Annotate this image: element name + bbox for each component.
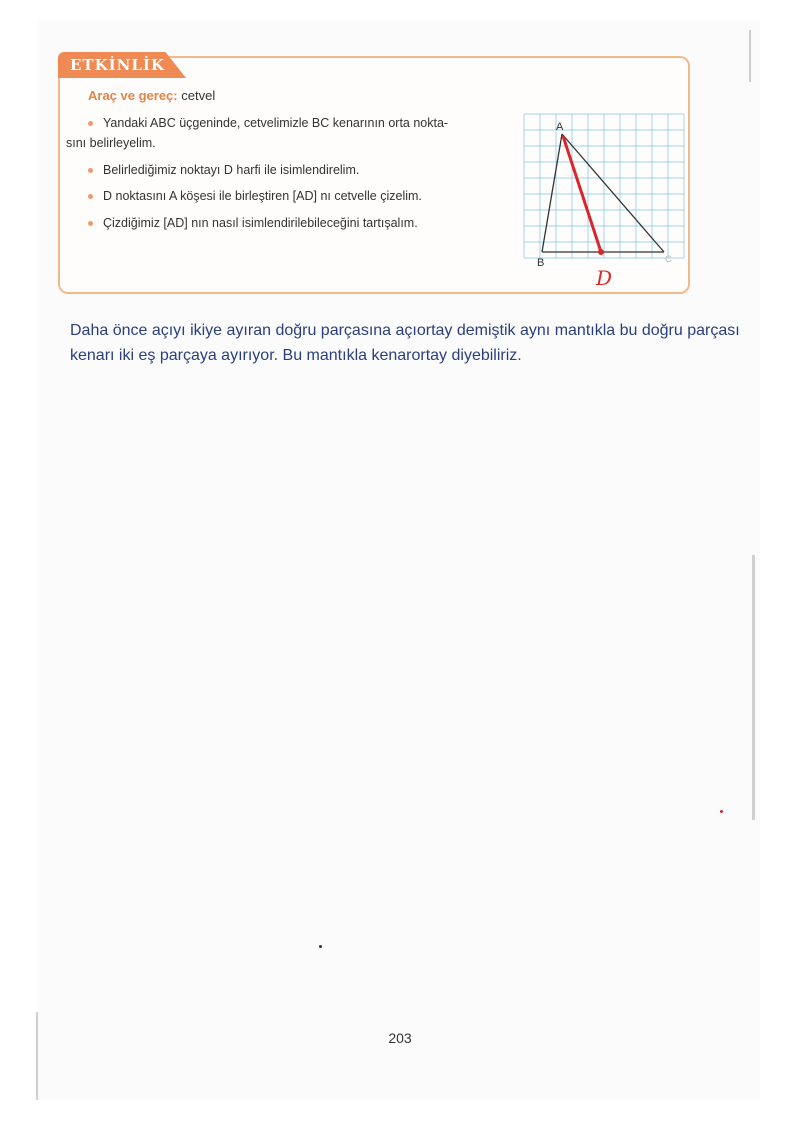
list-item-text: Belirlediğimiz noktayı D harfi ile isimlendirelim. [103, 163, 360, 177]
ink-dot [720, 810, 723, 813]
activity-title: ETKİNLİK [70, 56, 165, 74]
page-number: 203 [388, 1030, 412, 1046]
bullet-icon [88, 221, 93, 226]
list-item [88, 213, 418, 233]
vertex-label-c: C [665, 254, 672, 264]
side-ac [562, 134, 664, 252]
tools-line [88, 88, 215, 103]
tools-label: Araç ve gereç: [88, 88, 178, 103]
list-item-text: Çizdiğimiz [AD] nın nasıl isimlendirilebileceğini tartışalım. [103, 216, 418, 230]
page-edge-mark [752, 555, 755, 820]
list-item-continuation [66, 133, 156, 153]
list-item-text: Yandaki ABC üçgeninde, cetvelimizle BC kenarının orta nokta- [103, 116, 449, 130]
midpoint-d [598, 249, 604, 255]
handwritten-label-d: D [596, 266, 613, 290]
page-edge-mark [749, 30, 751, 82]
list-item-text: sını belirleyelim. [66, 136, 156, 150]
ink-dot [319, 945, 322, 948]
bullet-icon [88, 194, 93, 199]
vertex-label-a: A [556, 121, 564, 133]
list-item [88, 113, 448, 133]
bullet-icon [88, 168, 93, 173]
triangle-figure [522, 112, 687, 297]
student-note: Daha önce açıyı ikiye ayıran doğru parçasına açıortay demiştik aynı mantıkla bu doğru parçası kenarı iki eş parçaya ayırıyor. Bu mantıkla kenarortay diyebiliriz. [70, 322, 740, 364]
bullet-icon [88, 121, 93, 126]
page-edge-mark [36, 1012, 38, 1100]
side-ab [542, 134, 562, 252]
list-item-text: D noktasını A köşesi ile birleştiren [AD] nı cetvelle çizelim. [103, 189, 422, 203]
triangle-diagram [522, 112, 687, 292]
tools-value: cetvel [181, 88, 216, 103]
list-item [88, 160, 359, 180]
vertex-label-b: B [537, 257, 545, 269]
grid-lines [524, 114, 684, 258]
list-item [88, 186, 422, 206]
